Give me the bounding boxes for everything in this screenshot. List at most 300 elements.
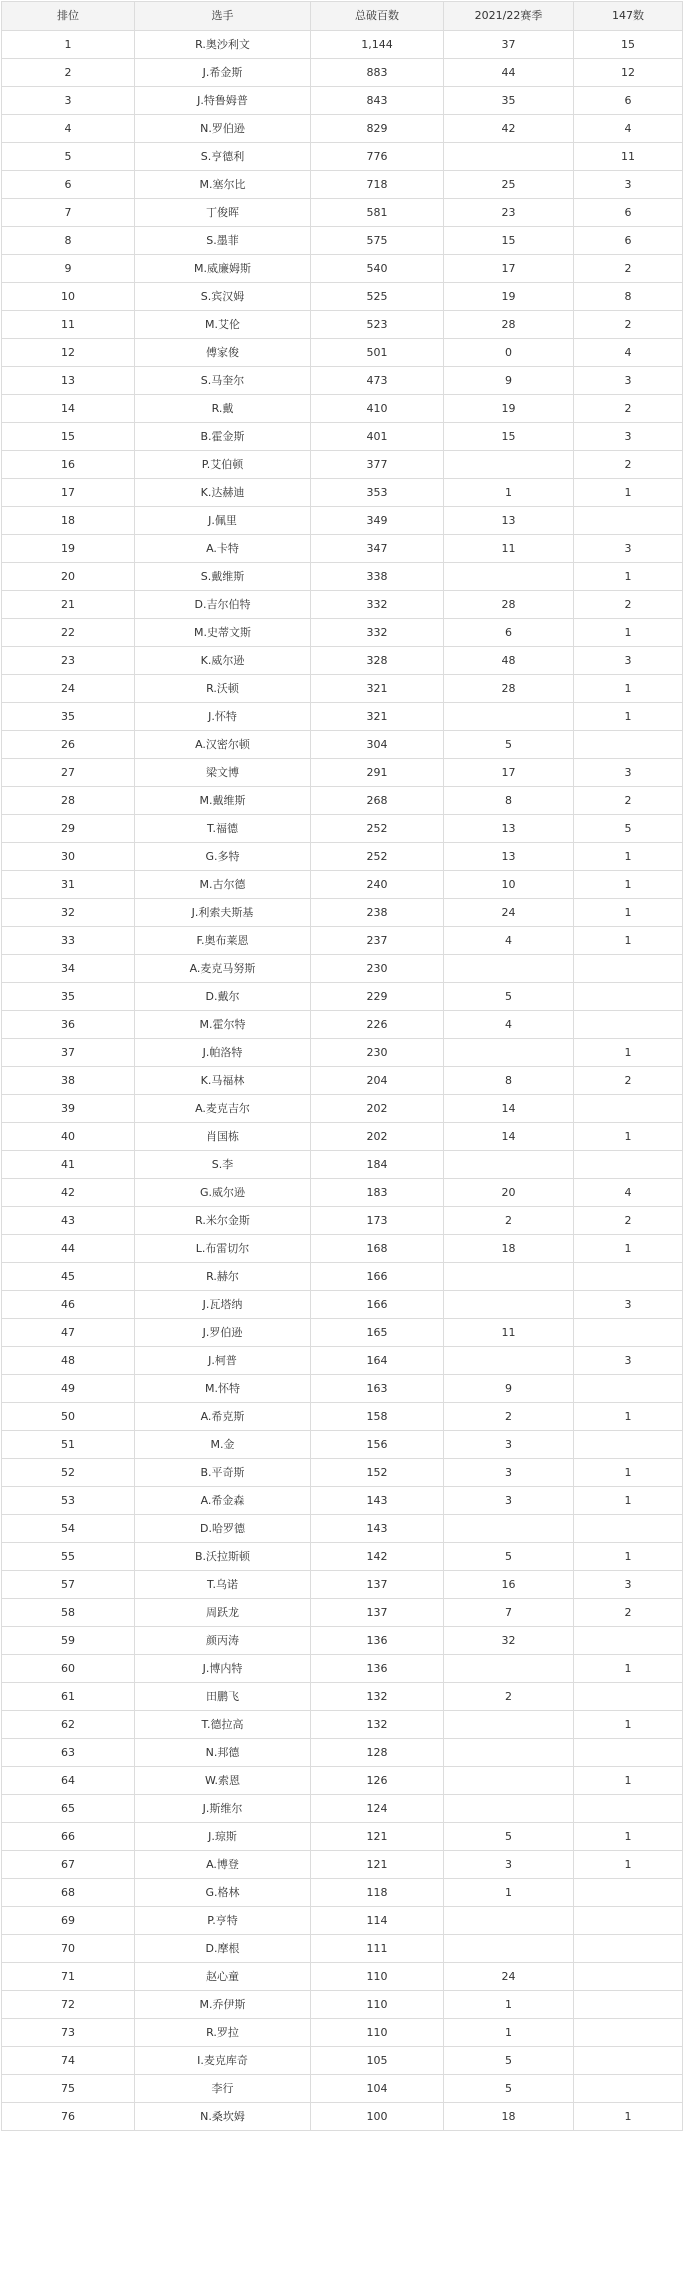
cell-season-centuries: 3	[444, 1459, 574, 1487]
table-row	[2, 1571, 683, 1599]
table-row	[2, 591, 683, 619]
cell-player: D.摩根	[135, 1935, 311, 1963]
cell-player: A.汉密尔顿	[135, 731, 311, 759]
table-row	[2, 619, 683, 647]
cell-147-count: 2	[574, 591, 683, 619]
table-row	[2, 1823, 683, 1851]
cell-total-centuries: 338	[311, 563, 444, 591]
cell-total-centuries: 230	[311, 1039, 444, 1067]
cell-rank: 38	[2, 1067, 135, 1095]
cell-player: J.帕洛特	[135, 1039, 311, 1067]
cell-total-centuries: 229	[311, 983, 444, 1011]
cell-player: D.戴尔	[135, 983, 311, 1011]
cell-rank: 3	[2, 87, 135, 115]
cell-rank: 9	[2, 255, 135, 283]
cell-total-centuries: 118	[311, 1879, 444, 1907]
table-row	[2, 1347, 683, 1375]
cell-147-count: 1	[574, 675, 683, 703]
cell-147-count: 2	[574, 395, 683, 423]
cell-total-centuries: 114	[311, 1907, 444, 1935]
cell-player: A.麦克马努斯	[135, 955, 311, 983]
cell-player: P.艾伯顿	[135, 451, 311, 479]
cell-rank: 52	[2, 1459, 135, 1487]
cell-player: W.索恩	[135, 1767, 311, 1795]
cell-total-centuries: 776	[311, 143, 444, 171]
cell-player: 傅家俊	[135, 339, 311, 367]
cell-season-centuries: 7	[444, 1599, 574, 1627]
cell-season-centuries	[444, 1263, 574, 1291]
cell-rank: 17	[2, 479, 135, 507]
cell-147-count: 2	[574, 255, 683, 283]
cell-player: A.麦克吉尔	[135, 1095, 311, 1123]
cell-147-count	[574, 1739, 683, 1767]
cell-147-count	[574, 955, 683, 983]
table-row	[2, 311, 683, 339]
cell-147-count: 3	[574, 1347, 683, 1375]
cell-season-centuries	[444, 955, 574, 983]
cell-rank: 35	[2, 983, 135, 1011]
cell-player: 颜丙涛	[135, 1627, 311, 1655]
cell-rank: 32	[2, 899, 135, 927]
cell-player: N.桑坎姆	[135, 2103, 311, 2131]
cell-rank: 66	[2, 1823, 135, 1851]
cell-147-count: 3	[574, 647, 683, 675]
cell-season-centuries: 28	[444, 591, 574, 619]
cell-total-centuries: 718	[311, 171, 444, 199]
cell-player: I.麦克库奇	[135, 2047, 311, 2075]
cell-total-centuries: 268	[311, 787, 444, 815]
cell-147-count: 1	[574, 871, 683, 899]
cell-rank: 75	[2, 2075, 135, 2103]
cell-total-centuries: 204	[311, 1067, 444, 1095]
table-row	[2, 703, 683, 731]
cell-147-count	[574, 1515, 683, 1543]
cell-147-count	[574, 1991, 683, 2019]
cell-player: J.佩里	[135, 507, 311, 535]
cell-total-centuries: 143	[311, 1487, 444, 1515]
cell-147-count	[574, 1151, 683, 1179]
cell-total-centuries: 100	[311, 2103, 444, 2131]
cell-147-count: 6	[574, 227, 683, 255]
cell-player: R.赫尔	[135, 1263, 311, 1291]
cell-147-count	[574, 1375, 683, 1403]
table-row	[2, 1207, 683, 1235]
cell-season-centuries: 1	[444, 2019, 574, 2047]
cell-season-centuries: 1	[444, 1879, 574, 1907]
cell-player: 赵心童	[135, 1963, 311, 1991]
cell-147-count: 3	[574, 171, 683, 199]
table-row	[2, 1963, 683, 1991]
cell-total-centuries: 110	[311, 1963, 444, 1991]
cell-rank: 30	[2, 843, 135, 871]
cell-total-centuries: 349	[311, 507, 444, 535]
cell-season-centuries	[444, 1935, 574, 1963]
table-row	[2, 199, 683, 227]
table-row	[2, 1487, 683, 1515]
cell-player: J.琼斯	[135, 1823, 311, 1851]
cell-rank: 24	[2, 675, 135, 703]
cell-total-centuries: 321	[311, 703, 444, 731]
cell-total-centuries: 304	[311, 731, 444, 759]
cell-player: M.艾伦	[135, 311, 311, 339]
header-147-count: 147数	[574, 2, 683, 31]
cell-player: F.奥布莱恩	[135, 927, 311, 955]
cell-total-centuries: 173	[311, 1207, 444, 1235]
cell-season-centuries: 25	[444, 171, 574, 199]
cell-147-count: 3	[574, 367, 683, 395]
cell-147-count: 6	[574, 87, 683, 115]
cell-season-centuries	[444, 1711, 574, 1739]
cell-147-count	[574, 2019, 683, 2047]
table-row	[2, 395, 683, 423]
cell-147-count	[574, 1879, 683, 1907]
cell-season-centuries: 2	[444, 1207, 574, 1235]
table-row	[2, 1655, 683, 1683]
cell-player: B.霍金斯	[135, 423, 311, 451]
cell-season-centuries: 13	[444, 507, 574, 535]
cell-player: M.古尔德	[135, 871, 311, 899]
cell-rank: 22	[2, 619, 135, 647]
cell-total-centuries: 126	[311, 1767, 444, 1795]
cell-147-count: 1	[574, 843, 683, 871]
table-row	[2, 1879, 683, 1907]
cell-total-centuries: 230	[311, 955, 444, 983]
cell-rank: 71	[2, 1963, 135, 1991]
cell-total-centuries: 136	[311, 1655, 444, 1683]
table-row	[2, 1543, 683, 1571]
cell-rank: 8	[2, 227, 135, 255]
cell-rank: 44	[2, 1235, 135, 1263]
table-row	[2, 647, 683, 675]
cell-season-centuries: 6	[444, 619, 574, 647]
cell-rank: 58	[2, 1599, 135, 1627]
cell-season-centuries: 2	[444, 1403, 574, 1431]
cell-rank: 40	[2, 1123, 135, 1151]
header-season-2021-22: 2021/22赛季	[444, 2, 574, 31]
cell-player: J.怀特	[135, 703, 311, 731]
header-player: 选手	[135, 2, 311, 31]
cell-rank: 4	[2, 115, 135, 143]
table-row	[2, 1935, 683, 1963]
cell-147-count: 3	[574, 1291, 683, 1319]
cell-player: S.宾汉姆	[135, 283, 311, 311]
cell-rank: 51	[2, 1431, 135, 1459]
cell-season-centuries: 5	[444, 731, 574, 759]
cell-147-count: 1	[574, 479, 683, 507]
cell-rank: 31	[2, 871, 135, 899]
cell-season-centuries	[444, 1767, 574, 1795]
cell-rank: 1	[2, 31, 135, 59]
cell-season-centuries: 18	[444, 1235, 574, 1263]
table-row	[2, 1067, 683, 1095]
cell-147-count: 4	[574, 1179, 683, 1207]
cell-147-count	[574, 983, 683, 1011]
cell-147-count: 1	[574, 1823, 683, 1851]
cell-rank: 7	[2, 199, 135, 227]
cell-rank: 63	[2, 1739, 135, 1767]
table-row	[2, 871, 683, 899]
cell-rank: 65	[2, 1795, 135, 1823]
cell-player: R.罗拉	[135, 2019, 311, 2047]
cell-season-centuries	[444, 703, 574, 731]
cell-player: S.戴维斯	[135, 563, 311, 591]
cell-147-count: 1	[574, 1039, 683, 1067]
cell-season-centuries: 5	[444, 1543, 574, 1571]
cell-rank: 36	[2, 1011, 135, 1039]
century-ranking-table-container	[1, 1, 682, 2131]
cell-rank: 37	[2, 1039, 135, 1067]
cell-player: K.马福林	[135, 1067, 311, 1095]
cell-total-centuries: 164	[311, 1347, 444, 1375]
cell-147-count	[574, 1683, 683, 1711]
cell-player: R.沃顿	[135, 675, 311, 703]
cell-147-count: 1	[574, 1711, 683, 1739]
cell-rank: 10	[2, 283, 135, 311]
cell-player: P.亨特	[135, 1907, 311, 1935]
cell-player: B.平奇斯	[135, 1459, 311, 1487]
cell-player: A.希克斯	[135, 1403, 311, 1431]
cell-player: T.福德	[135, 815, 311, 843]
cell-147-count: 3	[574, 1571, 683, 1599]
cell-player: M.金	[135, 1431, 311, 1459]
table-row	[2, 759, 683, 787]
cell-season-centuries: 13	[444, 843, 574, 871]
cell-total-centuries: 540	[311, 255, 444, 283]
cell-147-count: 3	[574, 535, 683, 563]
cell-total-centuries: 163	[311, 1375, 444, 1403]
cell-rank: 35	[2, 703, 135, 731]
cell-player: A.博登	[135, 1851, 311, 1879]
table-row	[2, 1123, 683, 1151]
cell-season-centuries: 35	[444, 87, 574, 115]
cell-season-centuries: 3	[444, 1851, 574, 1879]
cell-147-count: 8	[574, 283, 683, 311]
cell-player: J.罗伯逊	[135, 1319, 311, 1347]
cell-player: T.德拉高	[135, 1711, 311, 1739]
cell-147-count: 4	[574, 339, 683, 367]
cell-147-count: 3	[574, 759, 683, 787]
cell-rank: 72	[2, 1991, 135, 2019]
cell-season-centuries: 44	[444, 59, 574, 87]
cell-season-centuries	[444, 563, 574, 591]
cell-season-centuries: 18	[444, 2103, 574, 2131]
cell-season-centuries: 28	[444, 311, 574, 339]
cell-rank: 68	[2, 1879, 135, 1907]
cell-147-count	[574, 1963, 683, 1991]
table-row	[2, 927, 683, 955]
cell-147-count: 1	[574, 1543, 683, 1571]
cell-season-centuries	[444, 1347, 574, 1375]
cell-season-centuries: 24	[444, 1963, 574, 1991]
cell-total-centuries: 321	[311, 675, 444, 703]
cell-total-centuries: 377	[311, 451, 444, 479]
cell-total-centuries: 137	[311, 1571, 444, 1599]
cell-season-centuries: 19	[444, 395, 574, 423]
cell-season-centuries: 1	[444, 479, 574, 507]
cell-147-count: 11	[574, 143, 683, 171]
cell-total-centuries: 121	[311, 1823, 444, 1851]
table-row	[2, 1319, 683, 1347]
cell-total-centuries: 240	[311, 871, 444, 899]
cell-147-count: 2	[574, 787, 683, 815]
cell-season-centuries	[444, 143, 574, 171]
table-row	[2, 1235, 683, 1263]
cell-player: A.卡特	[135, 535, 311, 563]
cell-rank: 47	[2, 1319, 135, 1347]
cell-total-centuries: 523	[311, 311, 444, 339]
table-row	[2, 423, 683, 451]
cell-season-centuries: 9	[444, 367, 574, 395]
cell-season-centuries: 16	[444, 1571, 574, 1599]
cell-season-centuries: 8	[444, 787, 574, 815]
cell-player: D.吉尔伯特	[135, 591, 311, 619]
cell-147-count	[574, 507, 683, 535]
cell-player: R.米尔金斯	[135, 1207, 311, 1235]
cell-player: G.格林	[135, 1879, 311, 1907]
cell-season-centuries: 13	[444, 815, 574, 843]
table-row	[2, 1599, 683, 1627]
cell-player: M.怀特	[135, 1375, 311, 1403]
cell-rank: 2	[2, 59, 135, 87]
cell-147-count: 1	[574, 1235, 683, 1263]
cell-season-centuries: 24	[444, 899, 574, 927]
cell-147-count: 1	[574, 1851, 683, 1879]
cell-147-count: 2	[574, 451, 683, 479]
table-row	[2, 255, 683, 283]
cell-player: J.柯普	[135, 1347, 311, 1375]
cell-player: M.霍尔特	[135, 1011, 311, 1039]
cell-147-count: 1	[574, 1767, 683, 1795]
cell-147-count: 1	[574, 1123, 683, 1151]
cell-rank: 64	[2, 1767, 135, 1795]
cell-total-centuries: 473	[311, 367, 444, 395]
cell-player: M.塞尔比	[135, 171, 311, 199]
cell-season-centuries: 15	[444, 227, 574, 255]
cell-total-centuries: 132	[311, 1711, 444, 1739]
cell-player: A.希金森	[135, 1487, 311, 1515]
cell-147-count: 2	[574, 311, 683, 339]
table-row	[2, 815, 683, 843]
cell-147-count	[574, 1935, 683, 1963]
cell-total-centuries: 104	[311, 2075, 444, 2103]
cell-season-centuries: 11	[444, 1319, 574, 1347]
cell-147-count: 1	[574, 563, 683, 591]
table-row	[2, 675, 683, 703]
cell-rank: 48	[2, 1347, 135, 1375]
cell-rank: 69	[2, 1907, 135, 1935]
century-ranking-table	[1, 1, 683, 2131]
cell-season-centuries	[444, 1795, 574, 1823]
table-row	[2, 451, 683, 479]
cell-season-centuries: 11	[444, 535, 574, 563]
cell-total-centuries: 843	[311, 87, 444, 115]
cell-total-centuries: 347	[311, 535, 444, 563]
cell-total-centuries: 137	[311, 1599, 444, 1627]
cell-total-centuries: 581	[311, 199, 444, 227]
cell-rank: 26	[2, 731, 135, 759]
cell-rank: 12	[2, 339, 135, 367]
cell-rank: 62	[2, 1711, 135, 1739]
table-row	[2, 87, 683, 115]
cell-total-centuries: 152	[311, 1459, 444, 1487]
cell-rank: 23	[2, 647, 135, 675]
table-body	[2, 31, 683, 2131]
cell-season-centuries: 37	[444, 31, 574, 59]
table-row	[2, 1711, 683, 1739]
cell-rank: 76	[2, 2103, 135, 2131]
cell-season-centuries: 9	[444, 1375, 574, 1403]
cell-total-centuries: 142	[311, 1543, 444, 1571]
cell-player: 丁俊晖	[135, 199, 311, 227]
table-row	[2, 2047, 683, 2075]
cell-season-centuries: 48	[444, 647, 574, 675]
table-row	[2, 1179, 683, 1207]
cell-season-centuries: 17	[444, 759, 574, 787]
cell-total-centuries: 165	[311, 1319, 444, 1347]
cell-147-count	[574, 1795, 683, 1823]
cell-rank: 74	[2, 2047, 135, 2075]
table-row	[2, 479, 683, 507]
cell-season-centuries: 32	[444, 1627, 574, 1655]
cell-rank: 53	[2, 1487, 135, 1515]
cell-rank: 57	[2, 1571, 135, 1599]
cell-total-centuries: 226	[311, 1011, 444, 1039]
cell-total-centuries: 252	[311, 815, 444, 843]
cell-season-centuries	[444, 1739, 574, 1767]
cell-player: M.戴维斯	[135, 787, 311, 815]
cell-total-centuries: 184	[311, 1151, 444, 1179]
cell-player: M.乔伊斯	[135, 1991, 311, 2019]
table-row	[2, 1095, 683, 1123]
cell-total-centuries: 110	[311, 2019, 444, 2047]
cell-rank: 50	[2, 1403, 135, 1431]
cell-season-centuries: 23	[444, 199, 574, 227]
cell-147-count: 1	[574, 927, 683, 955]
table-row	[2, 1291, 683, 1319]
cell-147-count	[574, 2075, 683, 2103]
cell-player: M.威廉姆斯	[135, 255, 311, 283]
cell-147-count: 2	[574, 1067, 683, 1095]
cell-player: G.多特	[135, 843, 311, 871]
cell-total-centuries: 883	[311, 59, 444, 87]
cell-rank: 60	[2, 1655, 135, 1683]
cell-season-centuries: 3	[444, 1431, 574, 1459]
cell-rank: 59	[2, 1627, 135, 1655]
cell-total-centuries: 238	[311, 899, 444, 927]
table-row	[2, 955, 683, 983]
cell-rank: 41	[2, 1151, 135, 1179]
table-row	[2, 1039, 683, 1067]
cell-147-count	[574, 2047, 683, 2075]
cell-season-centuries: 15	[444, 423, 574, 451]
table-row	[2, 31, 683, 59]
cell-total-centuries: 166	[311, 1263, 444, 1291]
cell-rank: 19	[2, 535, 135, 563]
cell-total-centuries: 202	[311, 1123, 444, 1151]
cell-season-centuries: 4	[444, 1011, 574, 1039]
table-row	[2, 1459, 683, 1487]
cell-total-centuries: 237	[311, 927, 444, 955]
cell-season-centuries	[444, 1515, 574, 1543]
cell-rank: 39	[2, 1095, 135, 1123]
cell-147-count	[574, 1095, 683, 1123]
cell-season-centuries: 17	[444, 255, 574, 283]
cell-player: N.罗伯逊	[135, 115, 311, 143]
cell-147-count: 3	[574, 423, 683, 451]
cell-rank: 27	[2, 759, 135, 787]
cell-player: K.达赫迪	[135, 479, 311, 507]
cell-player: M.史蒂文斯	[135, 619, 311, 647]
